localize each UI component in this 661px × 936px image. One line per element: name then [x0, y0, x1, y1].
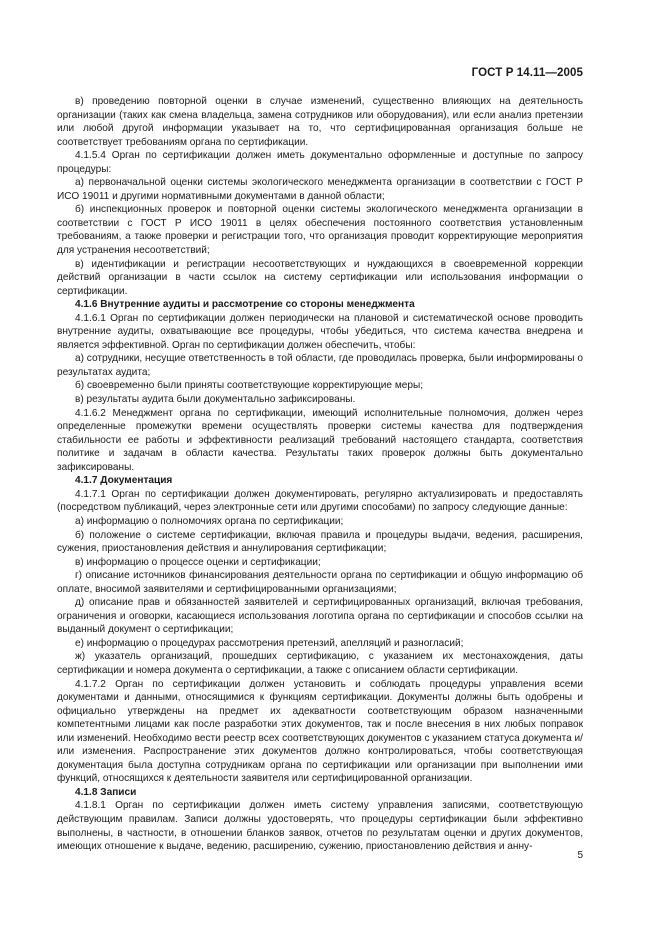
page-number: 5: [577, 850, 583, 861]
clause-4-1-5-4: 4.1.5.4 Орган по сертификации должен иметь документально оформленные и доступные по запросу процедуры:: [57, 150, 583, 175]
item-e-complaints: е) информацию о процедурах рассмотрения претензий, апелляций и разногласий;: [75, 637, 464, 649]
item-v-identification: в) идентификации и регистрации несоответствующих и нуждающихся в своевременной коррекции действий организации в части ссылок на систему сертификации или использования информации о сертификации.: [57, 258, 583, 297]
item-a-authority-info: а) информацию о полномочиях органа по сертификации;: [75, 515, 344, 527]
section-heading-4-1-8: 4.1.8 Записи: [75, 786, 137, 798]
item-v-results-recorded: в) результаты аудита были документально зафиксированы.: [75, 394, 356, 406]
clause-4-1-6-2: 4.1.6.2 Менеджмент органа по сертификации, имеющий исполнительные полномочия, должен через определенные промежутки времени осуществлять проверки системы качества для подтверждения стабильности ее работы и эффективности реализаций требований настоящего стандарта, соответствия политике и задачам в области качества. Результаты таких проверок должны быть документально зафиксированы.: [57, 407, 583, 473]
section-heading-4-1-7: 4.1.7 Документация: [75, 475, 173, 487]
clause-4-1-8-1: 4.1.8.1 Орган по сертификации должен иметь систему управления записями, соответствующую действующим правилам. Записи должны удостоверять, что процедуры сертификации были эффективно выполнены, в частности, в отношении бланков заявок, отчетов по результатам оценки и других документов, имеющих отношение к выдаче, ведению, расширению, сужению, приостановлению действия и анну-: [57, 800, 583, 853]
item-b-corrective-measures: б) своевременно были приняты соответствующие корректирующие меры;: [75, 380, 424, 392]
clause-4-1-7-2: 4.1.7.2 Орган по сертификации должен установить и соблюдать процедуры управления всеми документами и данными, относящимися к функциям сертификации. Документы должны быть одобрены и официально утверждены на предмет их адекватности соответствующим образом назначенными компетентными лицами как после разработки этих документов, так и после внесения в них любых поправок или изменений. Необходимо вести реестр всех соответствующих документов с указанием статуса документа и/или изменения. Распространение этих документов должно контролироваться, чтобы соответствующая документация была доступна сотрудникам органа по сертификации или организации при выполнении ими функций, относящихся к деятельности заявителя или сертифицированной организации.: [57, 678, 583, 785]
item-a-initial-assessment: а) первоначальной оценки системы экологического менеджмента организации в соответствии с ГОСТ Р ИСО 19011 и другими нормативными документами в данной области;: [57, 177, 583, 202]
standard-code: ГОСТ Р 14.11—2005: [471, 67, 583, 79]
item-b-surveillance: б) инспекционных проверок и повторной оценки системы экологического менеджмента организации в соответствии с ГОСТ Р ИСО 19011 в целях обеспечения постоянного соответствия установленным требованиям, а также проверки и регистрации того, что организация проводит корректирующие мероприятия для устранения несоответствий;: [57, 204, 583, 257]
item-zh-directory: ж) указатель организаций, прошедших сертификацию, с указанием их местонахождения, даты сертификации и номера документа о сертификации, а также с описанием области сертификации.: [57, 651, 583, 676]
clause-4-1-7-1: 4.1.7.1 Орган по сертификации должен документировать, регулярно актуализировать и предоставлять (посредством публикаций, через электронные сети или другими способами) по запросу следующие данные:: [57, 488, 583, 514]
item-d-rights-duties: д) описание прав и обязанностей заявителей и сертифицированных организаций, включая требования, ограничения и оговорки, касающиеся использования логотипа органа по сертификации и способов ссылки на выданный документ о сертификации;: [57, 597, 583, 636]
item-a-staff-informed: а) сотрудники, несущие ответственность в той области, где проводилась проверка, были информированы о результатах аудита;: [57, 353, 583, 378]
item-g-funding: г) описание источников финансирования деятельности органа по сертификации и общую информацию об оплате, вносимой заявителями и сертифицированными организациями;: [57, 570, 583, 595]
document-body: [57, 95, 583, 854]
item-b-system-regulation: б) положение о системе сертификации, включая правила и процедуры выдачи, ведения, расширения, сужения, приостановления действия и аннулирования сертификации;: [57, 529, 583, 555]
item-v-reassessment: в) проведению повторной оценки в случае изменений, существенно влияющих на деятельность организации (таких как смена владельца, замена сотрудников или оборудования), или если анализ претензии или любой другой информации указывает на то, что сертифицированная организация больше не соответствует требованиям органа по сертификации.: [57, 96, 583, 148]
section-heading-4-1-6: 4.1.6 Внутренние аудиты и рассмотрение со стороны менеджмента: [75, 299, 415, 311]
item-v-process-info: в) информацию о процессе оценки и сертификации;: [75, 556, 321, 568]
clause-4-1-6-1: 4.1.6.1 Орган по сертификации должен периодически на плановой и систематической основе проводить внутренние аудиты, охватывающие все процедуры, чтобы убедиться, что система качества внедрена и является эффективной. Орган по сертификации должен обеспечить, чтобы:: [57, 312, 583, 351]
